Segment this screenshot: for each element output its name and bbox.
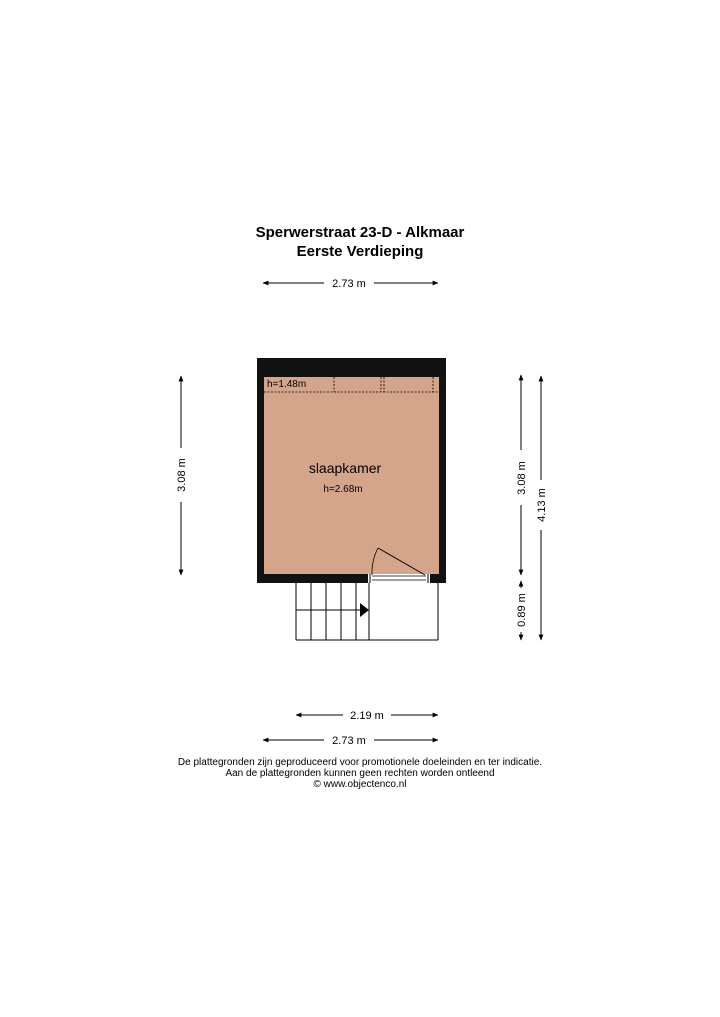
room-name-label: slaapkamer: [308, 460, 382, 476]
copyright-line: © www.objectenco.nl: [313, 779, 407, 790]
door-opening: [368, 574, 430, 583]
dim-right-room-height-label: 3.08 m: [516, 461, 528, 495]
dim-right-stair-height-label: 0.89 m: [516, 593, 528, 627]
dim-right-room-height: [516, 375, 528, 575]
dim-top-width-label: 2.73 m: [332, 278, 366, 290]
staircase: [296, 583, 438, 640]
dim-bottom-stair-width-label: 2.19 m: [350, 710, 384, 722]
plan-address-title: Sperwerstraat 23-D - Alkmaar: [255, 224, 465, 241]
dim-bottom-width-label: 2.73 m: [332, 735, 366, 747]
dim-right-stair-height: [516, 581, 528, 640]
dim-bottom-stair-width: [296, 710, 438, 722]
room-height-label: h=2.68m: [323, 484, 363, 495]
slope-height-label: h=1.48m: [267, 379, 307, 390]
dim-top-width: [263, 278, 438, 290]
disclaimer-line-2: Aan de plattegronden kunnen geen rechten worden ontleend: [225, 768, 495, 779]
disclaimer-line-1: De plattegronden zijn geproduceerd voor promotionele doeleinden en ter indicatie.: [177, 757, 543, 768]
dim-left-height: [176, 376, 188, 575]
dim-bottom-width: [263, 735, 438, 747]
plan-floor-title: Eerste Verdieping: [296, 243, 424, 260]
dim-right-total-height-label: 4.13 m: [536, 488, 548, 522]
stair-direction-arrow: [360, 603, 369, 617]
dim-right-total-height: [536, 376, 548, 640]
dim-left-height-label: 3.08 m: [176, 458, 188, 492]
